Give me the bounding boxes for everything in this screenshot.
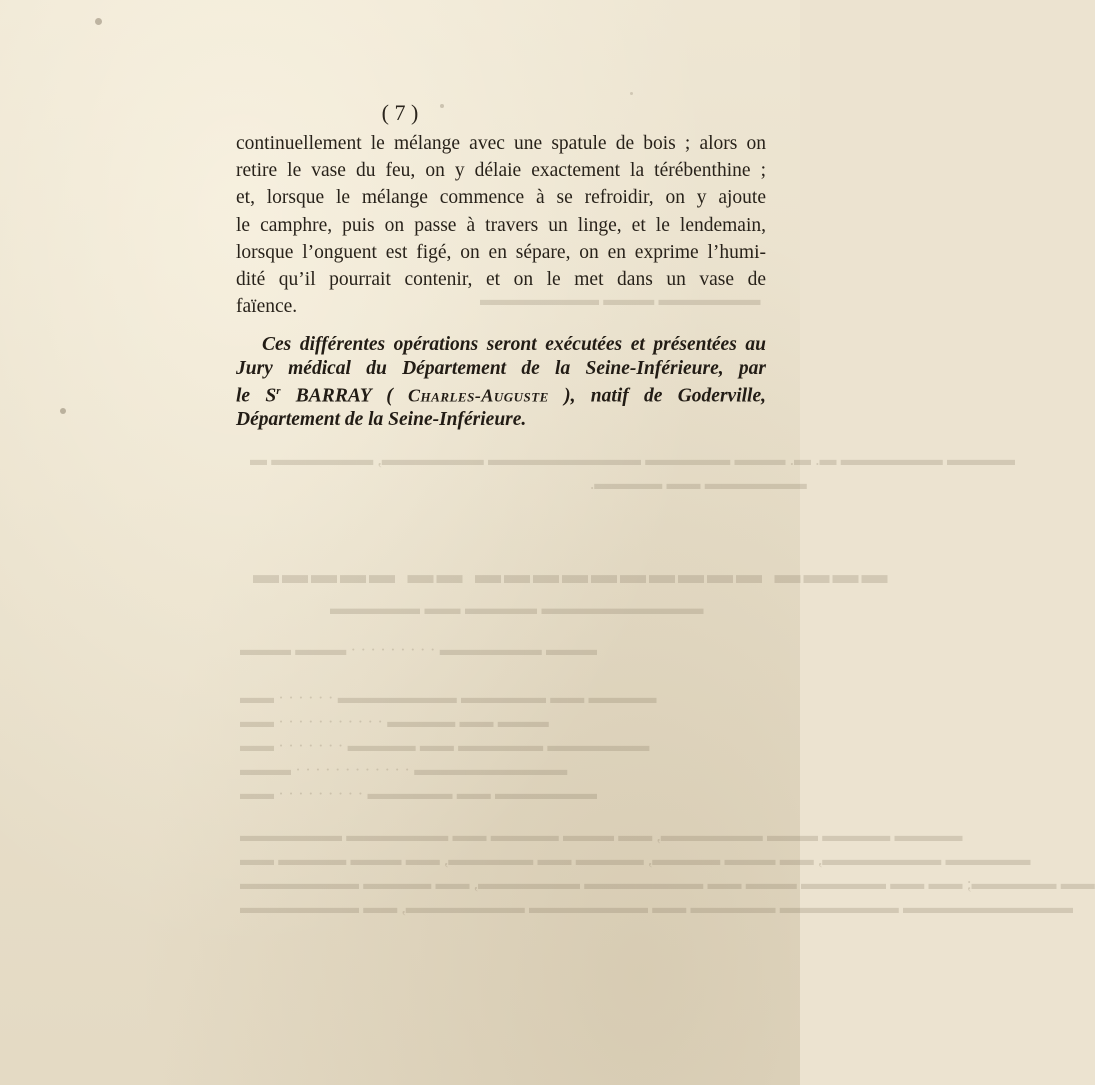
bleed-through-line: ▬▬▬▬▬ ▬▬▬▬▬▬▬, ▬▬ ▬▬▬ ▬▬▬▬, ▬▬▬▬ ▬▬ ▬▬▬▬▬, ▬▬ ▬▬▬ ▬▬▬▬ ▬▬	[240, 850, 1031, 869]
paragraph-line: lorsque l’onguent est figé, on en sépare, on en exprime l’humi-	[236, 241, 766, 263]
notice-line	[236, 380, 766, 408]
paper-speck	[60, 408, 66, 414]
bleed-through-line: ▬▬▬▬ ▬▬▬▬▬▬ ▬. ▬. ▬▬▬ ▬▬▬▬▬ ▬▬▬▬▬▬▬▬▬ ▬▬▬▬▬▬, ▬▬▬▬▬▬ ▬	[250, 450, 1015, 469]
bleed-through-line: ▬▬▬ ▬▬ ▬▬▬▬ · · · · · · · · · · · ▬▬	[240, 712, 549, 731]
bleed-through-line: ▬▬▬▬▬▬ ▬▬▬▬▬ ▬▬ ▬▬▬▬ · · · · · · · ▬▬	[240, 736, 650, 755]
bleed-through-line: ▬▬▬ ▬▬▬▬▬▬ · · · · · · · · · ▬▬▬ ▬▬▬	[240, 640, 597, 659]
author-name: Charles-Auguste	[408, 385, 549, 406]
bleed-through-line: ▬▬▬▬▬▬▬▬▬ · · · · · · · · · · · · ▬▬▬	[240, 760, 568, 779]
notice-line: Département de la Seine-Inférieure.	[236, 409, 527, 430]
paragraph-line: retire le vase du feu, on y délaie exactement la térébenthine ;	[236, 160, 766, 182]
bleed-through-line: ▬▬ ▬▬▬▬▬; ▬▬ ▬▬ ▬▬▬▬▬ ▬▬▬ ▬▬ ▬▬▬▬▬▬▬ ▬▬▬▬▬▬, ▬▬ ▬▬▬▬ ▬▬▬▬▬▬▬	[240, 874, 1095, 893]
bleed-through-line: ▬▬▬▬▬▬ ▬▬ ▬▬▬▬.	[590, 474, 807, 493]
bleed-through-line: ▬▬▬▬▬▬▬▬▬▬ ▬▬▬▬▬▬▬ ▬▬▬▬▬ ▬▬ ▬▬▬▬▬▬▬ ▬▬▬▬▬▬▬, ▬▬ ▬▬▬▬▬▬▬	[240, 898, 1073, 917]
bleed-through-line: ▬▬▬▬▬▬ ▬▬ ▬▬▬▬▬ · · · · · · · · · ▬▬	[240, 784, 597, 803]
bleed-through-line: ▬▬▬▬ ▬▬▬▬▬▬▬▬▬▬ ▬▬ ▬▬▬▬▬	[250, 560, 888, 589]
notice-line: Jury médical du Département de la Seine-Inférieure, par	[236, 357, 766, 379]
paper-speck	[95, 18, 102, 25]
notice-text: ), natif de Goderville,	[548, 385, 766, 407]
body-paragraph	[236, 130, 766, 320]
presentation-notice	[236, 333, 766, 432]
paragraph-line: et, lorsque le mélange commence à se refroidir, on y ajoute	[236, 187, 766, 209]
notice-line: Ces différentes opérations seront exécutées et présentées au	[262, 334, 766, 355]
notice-text: BARRAY (	[280, 385, 409, 407]
notice-superscript: r	[276, 385, 281, 397]
bleed-through-line: ▬▬▬▬▬▬▬▬▬ ▬▬▬▬ ▬▬ ▬▬▬▬▬	[330, 598, 704, 618]
notice-text: le S	[236, 385, 277, 407]
paragraph-line: le camphre, puis on passe à travers un linge, et le lendemain,	[236, 214, 766, 236]
paper-speck	[630, 92, 633, 95]
bleed-through-line: ▬▬▬▬ ▬▬ ▬▬▬▬▬ ▬▬▬▬▬▬▬ · · · · · · ▬▬	[240, 688, 657, 707]
bleed-through-line: ▬▬▬▬ ▬▬▬▬ ▬▬▬ ▬▬▬▬▬▬, ▬▬ ▬▬▬ ▬▬▬▬ ▬▬ ▬▬▬▬▬▬ ▬▬▬▬▬▬	[240, 826, 963, 845]
page-number: ( 7 )	[381, 100, 419, 125]
bleed-through-line: ▬▬▬▬▬▬ ▬▬▬ ▬▬▬▬▬▬▬	[480, 290, 761, 309]
paragraph-line: dité qu’il pourrait contenir, et on le met dans un vase de	[236, 269, 766, 291]
paragraph-line: continuellement le mélange avec une spatule de bois ; alors on	[236, 133, 766, 154]
paragraph-line: faïence.	[236, 296, 298, 318]
